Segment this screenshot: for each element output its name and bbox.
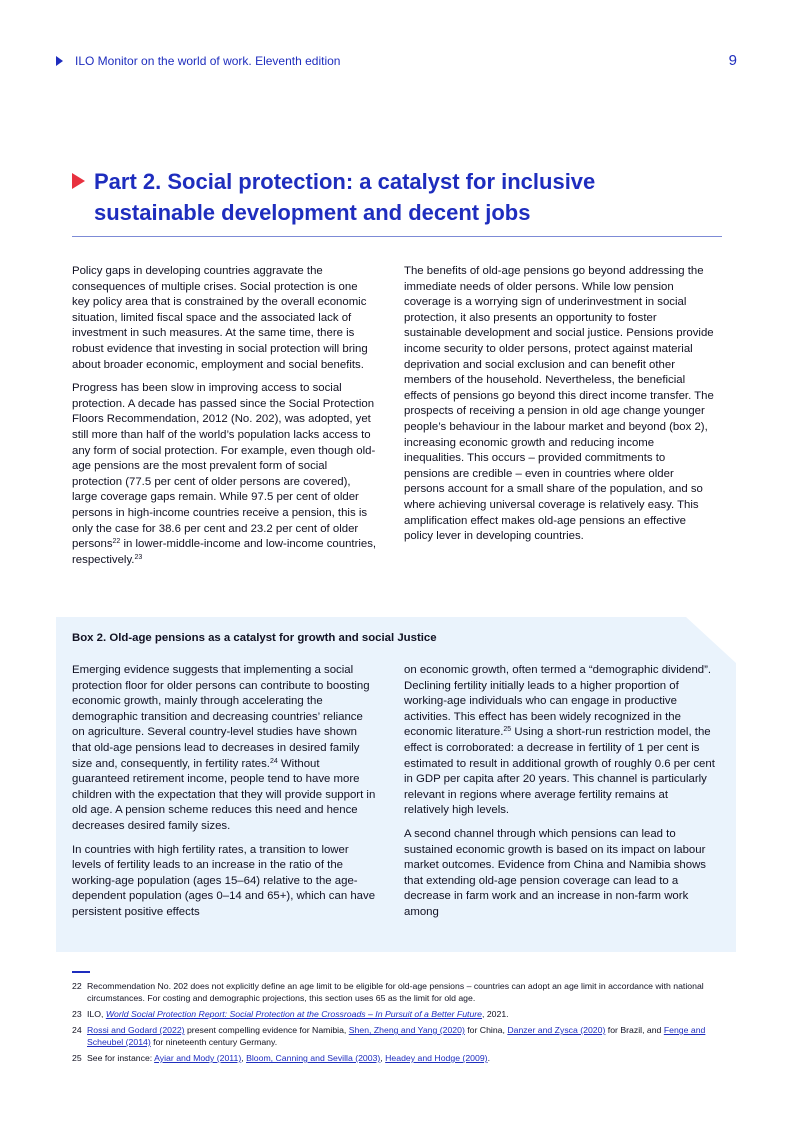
citation-link[interactable]: Shen, Zheng and Yang (2020) <box>348 1025 465 1035</box>
footnote-23: 23 ILO, World Social Protection Report: Social Protection at the Crossroads – In Pursuit of a Better Future, 2021. <box>72 1009 509 1019</box>
paragraph: on economic growth, often termed a “demographic dividend”. Declining fertility initially leads to a higher proportion of working-age individuals who can engage in productive activities. This effect has been widely recognized in the economic literature.$^{25}$ Using a short-run restriction model, the effect is corroborated: a decrease in fertility of 1 per cent is estimated to result in additional growth of roughly 0.6 per cent in GDP per capita after 20 years. This channel is particularly relevant in regions where average fertility remains at relatively high levels. <box>404 664 715 817</box>
body-column-left <box>72 264 378 576</box>
paragraph: Progress has been slow in improving access to social protection. A decade has passed since the Social Protection Floors Recommendation, 2012 (No. 202), was adopted, yet still more than half of the world’s population lacks access to any form of social protection. For example, even though old-age pensions are the most prevalent form of social protection (77.5 per cent of older persons are covered), large coverage gaps remain. While 97.5 per cent of older persons in high-income countries receive a pension, this is only the case for 38.6 per cent and 23.2 per cent of older persons$^{22}$ in lower-middle-income and low-income countries, respectively.$^{23}$ <box>72 382 377 566</box>
paragraph: The benefits of old-age pensions go beyond addressing the immediate needs of older persons. While low pension coverage is a worrying sign of underinvestment in social protection, it also presents an opportunity to foster sustainable development and social justice. Pensions provide income security to older persons, protect against material deprivation and social exclusion and can benefit other members of the household. Nevertheless, the beneficial effects of pensions go beyond this direct income transfer. The prospects of receiving a pension in old age change younger people’s behaviour in the labour market and beyond (box 2), increasing economic growth and reducing income inequalities. This occurs – provided commitments to pensions are credible – even in countries where older persons account for a small share of the population, and so where achieving universal coverage is relatively easy. This amplification effect makes old-age pensions an effective policy lever in developing countries. <box>404 265 714 543</box>
citation-link[interactable]: Bloom, Canning and Sevilla (2003) <box>246 1053 381 1063</box>
page-number: 9 <box>728 52 737 69</box>
citation-link[interactable]: Danzer and Zysca (2020) <box>507 1025 606 1035</box>
footnote-number: 23 <box>72 1009 82 1019</box>
footnote-number: 25 <box>72 1053 82 1063</box>
part-title <box>94 166 722 228</box>
footnote-divider <box>72 971 90 973</box>
footnote-ref[interactable]: 22 <box>112 538 121 546</box>
triangle-bullet-icon <box>56 56 63 66</box>
footnotes <box>72 980 728 1068</box>
footnote-22 <box>72 980 728 1004</box>
paragraph: A second channel through which pensions can lead to sustained economic growth is based on its impact on labour market outcomes. Evidence from China and Namibia shows that extending old-age pension coverage can lead to a decrease in farm work and an increase in non-farm work among <box>404 827 706 918</box>
box-column-right <box>404 663 716 929</box>
footnote-number: 24 <box>72 1025 82 1035</box>
footnote-ref[interactable]: 25 <box>503 726 512 734</box>
footnote-25: 25 See for instance: Ayiar and Mody (2011), Bloom, Canning and Sevilla (2003), Headey and Hodge (2009). <box>72 1053 490 1063</box>
citation-link[interactable]: Ayiar and Mody (2011) <box>154 1053 242 1063</box>
running-header <box>56 53 737 71</box>
footnote-number: 22 <box>72 981 82 991</box>
paragraph: Policy gaps in developing countries aggravate the consequences of multiple crises. Social protection is one key policy area that is constrained by the overall economic situation, limited fiscal space and the associated lack of investment in such measures. At the same time, there is robust evidence that investing in social protection will bring about broader economic, employment and social benefits. <box>72 265 368 371</box>
paragraph: In countries with high fertility rates, a transition to lower levels of fertility leads to an increase in the ratio of the working-age population (ages 15–64) relative to the age-dependent population (ages 0–14 and 65+), which can have persistent positive effects <box>72 843 376 918</box>
body-column-right <box>404 264 714 553</box>
footnote-text: Recommendation No. 202 does not explicitly define an age limit to be eligible for old-age pensions – countries can adopt an age limit in accordance with national circumstances. For costing and demographic projections, this section uses 65 as the limit for old age. <box>87 981 704 1003</box>
citation-link[interactable]: Fenge and Scheubel (2014) <box>87 1025 706 1047</box>
footnote-24: 24 Rossi and Godard (2022) present compelling evidence for Namibia, Shen, Zheng and Yang (2020) for China, Danzer and Zysca (2020) for Brazil, and Fenge and Scheubel (2014) for nineteenth century Germany. <box>72 1025 706 1047</box>
citation-link[interactable]: Rossi and Godard (2022) <box>87 1025 185 1035</box>
box-column-left <box>72 663 376 929</box>
citation-link[interactable]: Headey and Hodge (2009) <box>385 1053 488 1063</box>
footnote-ref[interactable]: 24 <box>269 757 278 765</box>
paragraph: Emerging evidence suggests that implementing a social protection floor for older persons can contribute to boosting economic growth, mainly through accelerating the demographic transition and decreasing countries’ reliance on agriculture. Several country-level studies have shown that old-age pensions lead to decreases in desired family size and, consequently, in fertility rates.$^{24}$ Without guaranteed retirement income, people tend to have more children with the expectation that they will provide support in old age. A pension scheme reduces this need and hence decreases desired family sizes. <box>72 664 376 832</box>
footnote-ref[interactable]: 23 <box>134 553 143 561</box>
heading-divider <box>72 236 722 237</box>
citation-link[interactable]: World Social Protection Report: Social Protection at the Crossroads – In Pursuit of a Better Future <box>105 1009 482 1019</box>
part-title-line2: sustainable development and decent jobs <box>94 200 531 225</box>
box-title: Box 2. Old-age pensions as a catalyst for growth and social Justice <box>72 632 437 644</box>
publication-title: ILO Monitor on the world of work. Eleventh edition <box>75 54 341 68</box>
part-title-line1: Part 2. Social protection: a catalyst for inclusive <box>94 169 596 194</box>
part-heading <box>72 166 722 228</box>
red-triangle-icon <box>72 173 85 189</box>
